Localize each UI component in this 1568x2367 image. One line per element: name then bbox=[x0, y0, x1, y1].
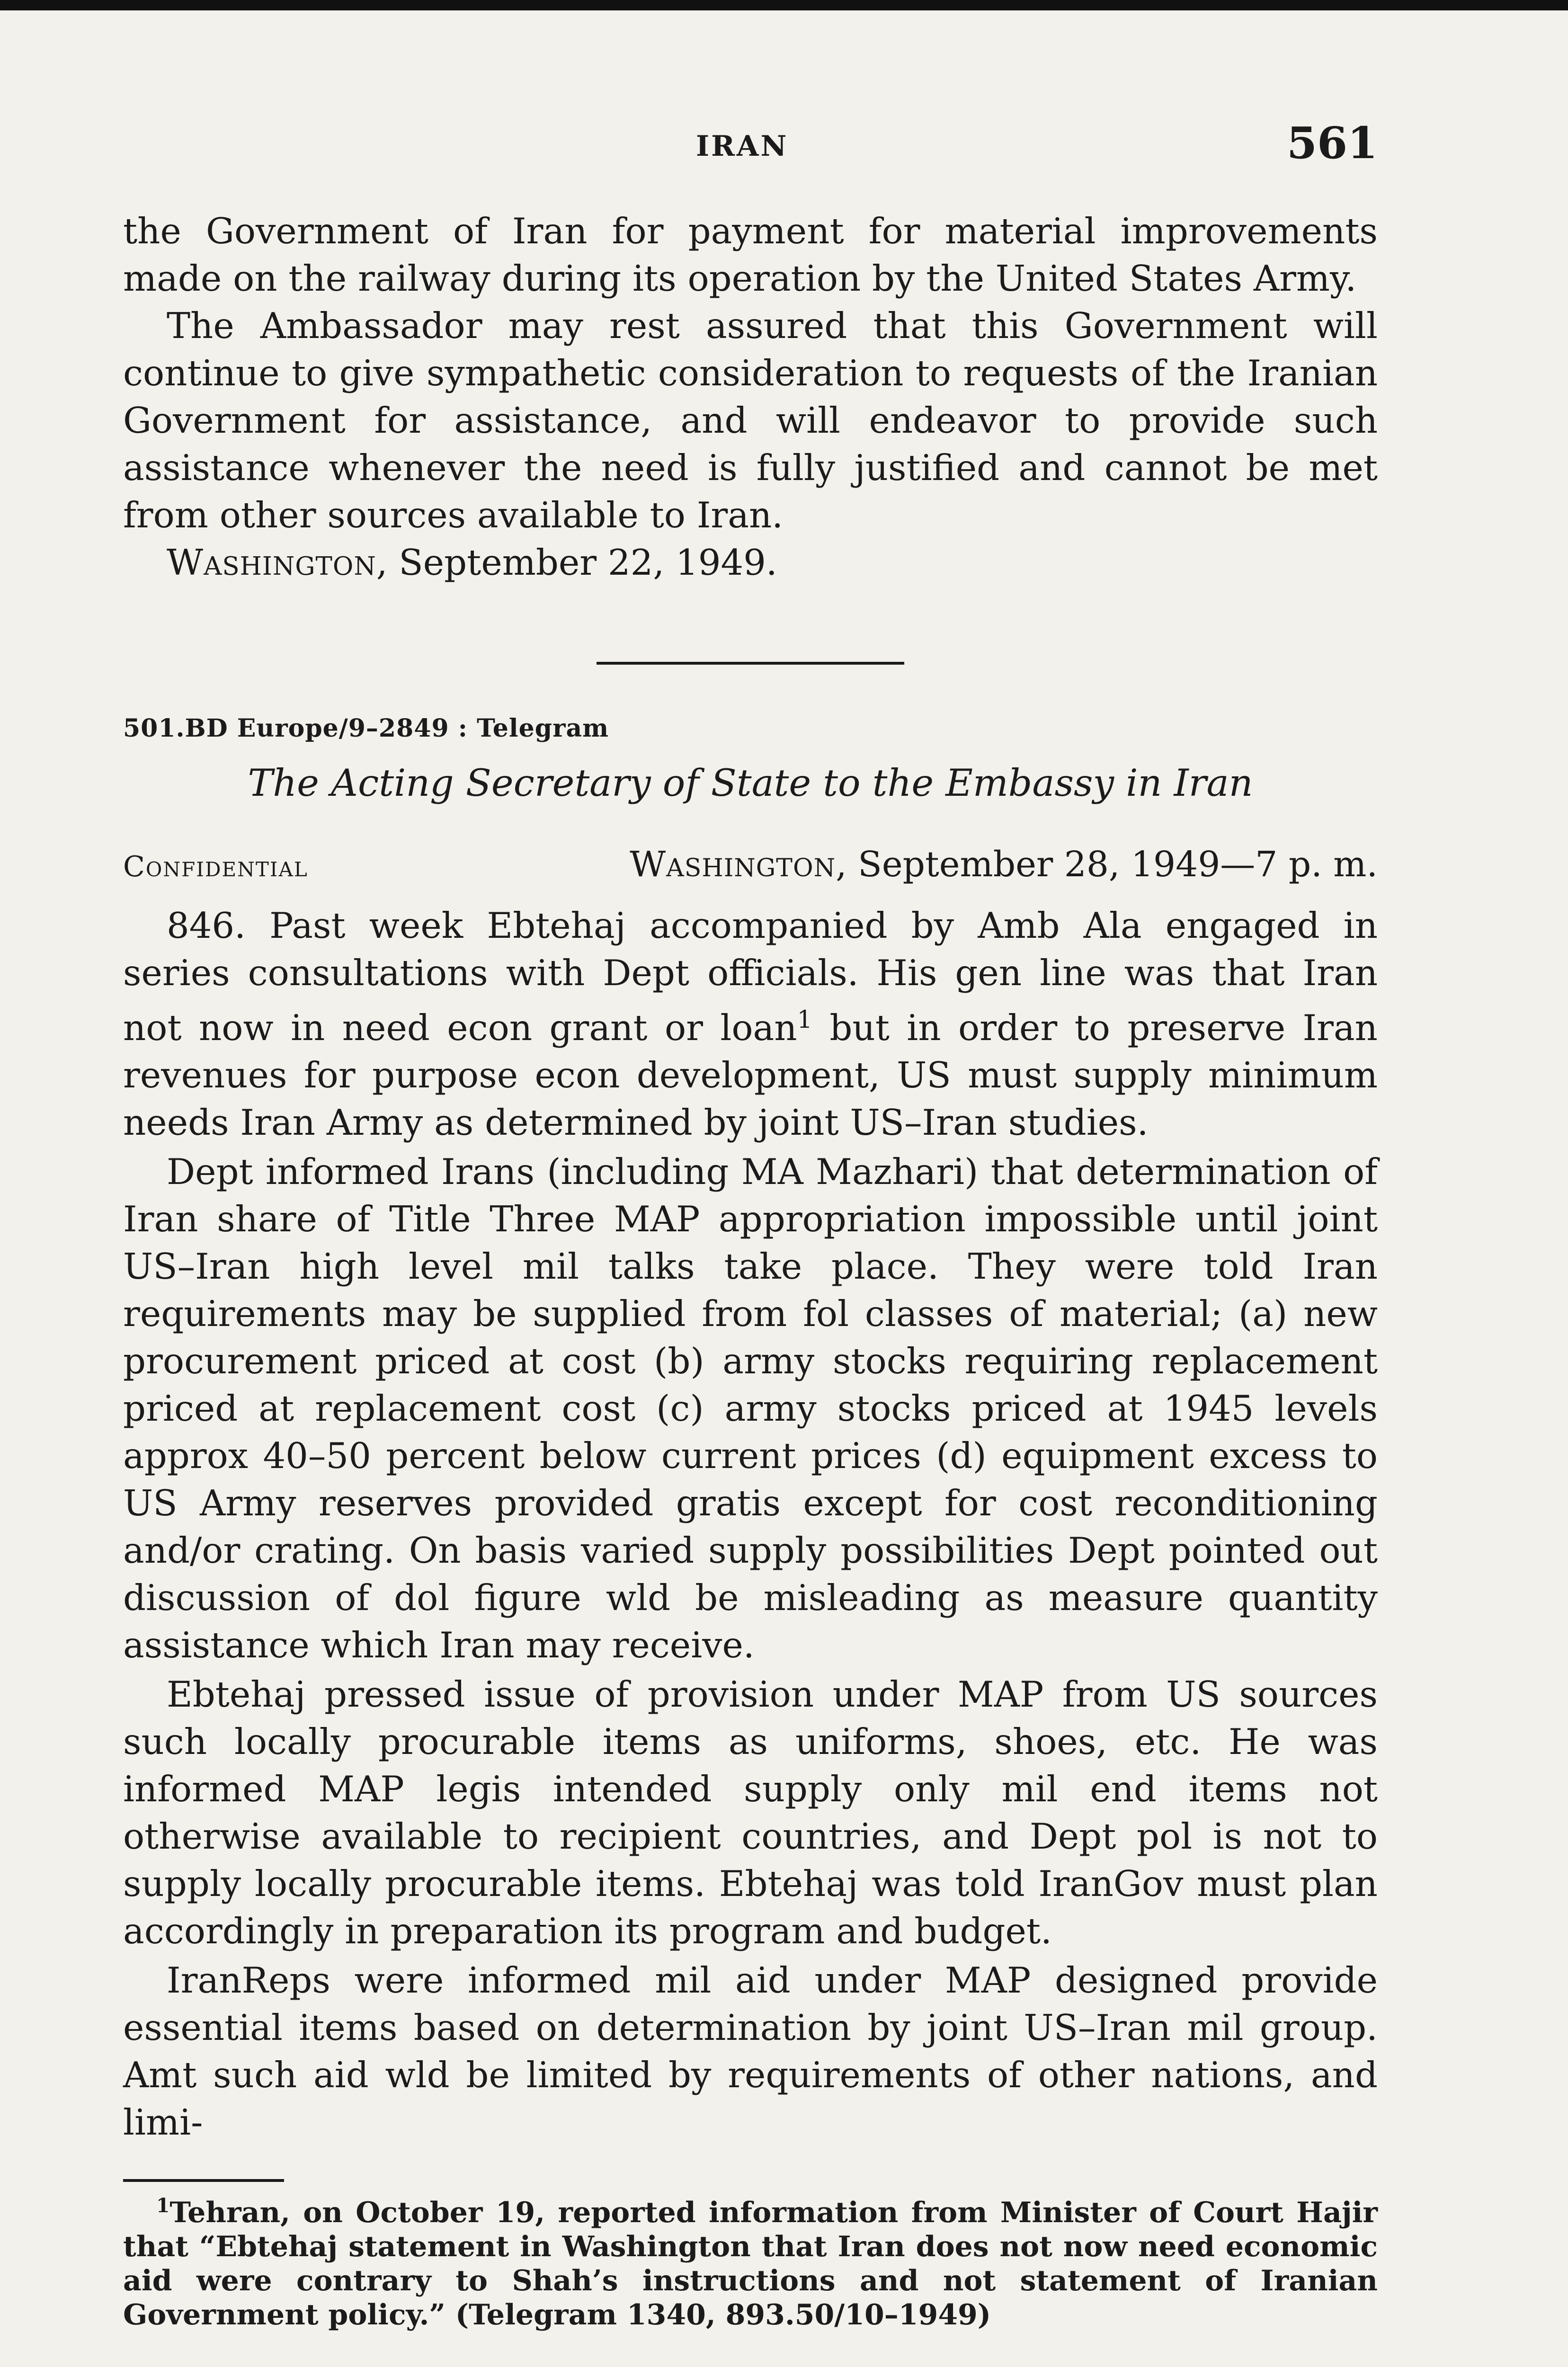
signoff-place: Washington bbox=[167, 542, 376, 583]
classification: Confidential bbox=[123, 850, 308, 883]
telegram-paragraph-3: Ebtehaj pressed issue of provision under MAP from US sources such locally procurable items as uniforms, shoes, etc. He was informed MAP legis intended supply only mil end items not otherwise available to recipient countries, and Dept pol is not to supply locally procurable items. Ebtehaj was told IranGov must plan accordingly in preparation its program and budget. bbox=[123, 1673, 1378, 1952]
section-divider bbox=[597, 662, 904, 665]
footnote-mark: 1 bbox=[156, 2194, 170, 2217]
dateline bbox=[630, 841, 1378, 888]
page-header bbox=[123, 117, 1378, 174]
footnote-reference: 1 bbox=[797, 1006, 812, 1034]
page-number: 561 bbox=[1286, 117, 1378, 169]
footnote-text: Tehran, on October 19, reported information from Minister of Court Hajir that “Ebtehaj statement in Washington that Iran does not now need economic aid were contrary to Shah’s instructions and not statement of Iranian Government policy.” (Telegram 1340, 893.50/10–1949) bbox=[123, 2196, 1378, 2331]
dateline-row bbox=[123, 841, 1378, 890]
paragraph-1-after-footnote: but in order to preserve Iran revenues for purpose econ development, US must supply minimum needs Iran Army as determined by joint US–Iran studies. bbox=[123, 1007, 1378, 1143]
continued-paragraph: the Government of Iran for payment for material improvements made on the railway during its operation by the United States Army. bbox=[123, 210, 1378, 299]
dateline-place: Washington bbox=[630, 844, 836, 885]
telegram-paragraph-1 bbox=[123, 902, 1378, 1146]
footnote bbox=[123, 2189, 1378, 2332]
signoff-line bbox=[123, 539, 1378, 586]
page-body bbox=[123, 207, 1378, 2332]
paragraph-1-before-footnote: 846. Past week Ebtehaj accompanied by Amb Ala engaged in series consultations with Dept officials. His gen line was that Iran not now in need econ grant or loan bbox=[123, 905, 1378, 1049]
scan-top-edge bbox=[0, 0, 1568, 10]
telegram-paragraph-4: IranReps were informed mil aid under MAP designed provide essential items based on determination by joint US–Iran mil group. Amt such aid wld be limited by requirements of other nations, and limi- bbox=[123, 1959, 1378, 2143]
ambassador-paragraph: The Ambassador may rest assured that this Government will continue to give sympathetic consideration to requests of the Iranian Government for assistance, and will endeavor to provide such assistance whenever the need is fully justified and cannot be met from other sources available to Iran. bbox=[123, 305, 1378, 536]
document-title: The Acting Secretary of State to the Embassy in Iran bbox=[248, 761, 1253, 805]
dateline-time: , September 28, 1949—7 p. m. bbox=[836, 844, 1378, 885]
file-reference: 501.BD Europe/9–2849 : Telegram bbox=[123, 714, 609, 743]
signoff-date: , September 22, 1949. bbox=[376, 542, 777, 583]
running-head: IRAN bbox=[696, 130, 789, 163]
footnote-divider bbox=[123, 2179, 284, 2182]
telegram-body bbox=[123, 902, 1378, 2146]
telegram-paragraph-2: Dept informed Irans (including MA Mazhari) that determination of Iran share of Title Three MAP appropriation impossible until joint US–Iran high level mil talks take place. They were told Iran requirements may be supplied from fol classes of material; (a) new procurement priced at cost (b) army stocks requiring replacement priced at replacement cost (c) army stocks priced at 1945 levels approx 40–50 percent below current prices (d) equipment excess to US Army reserves provided gratis except for cost reconditioning and/or crating. On basis varied supply possibilities Dept pointed out discussion of dol figure wld be misleading as measure quantity assistance which Iran may receive. bbox=[123, 1151, 1378, 1666]
